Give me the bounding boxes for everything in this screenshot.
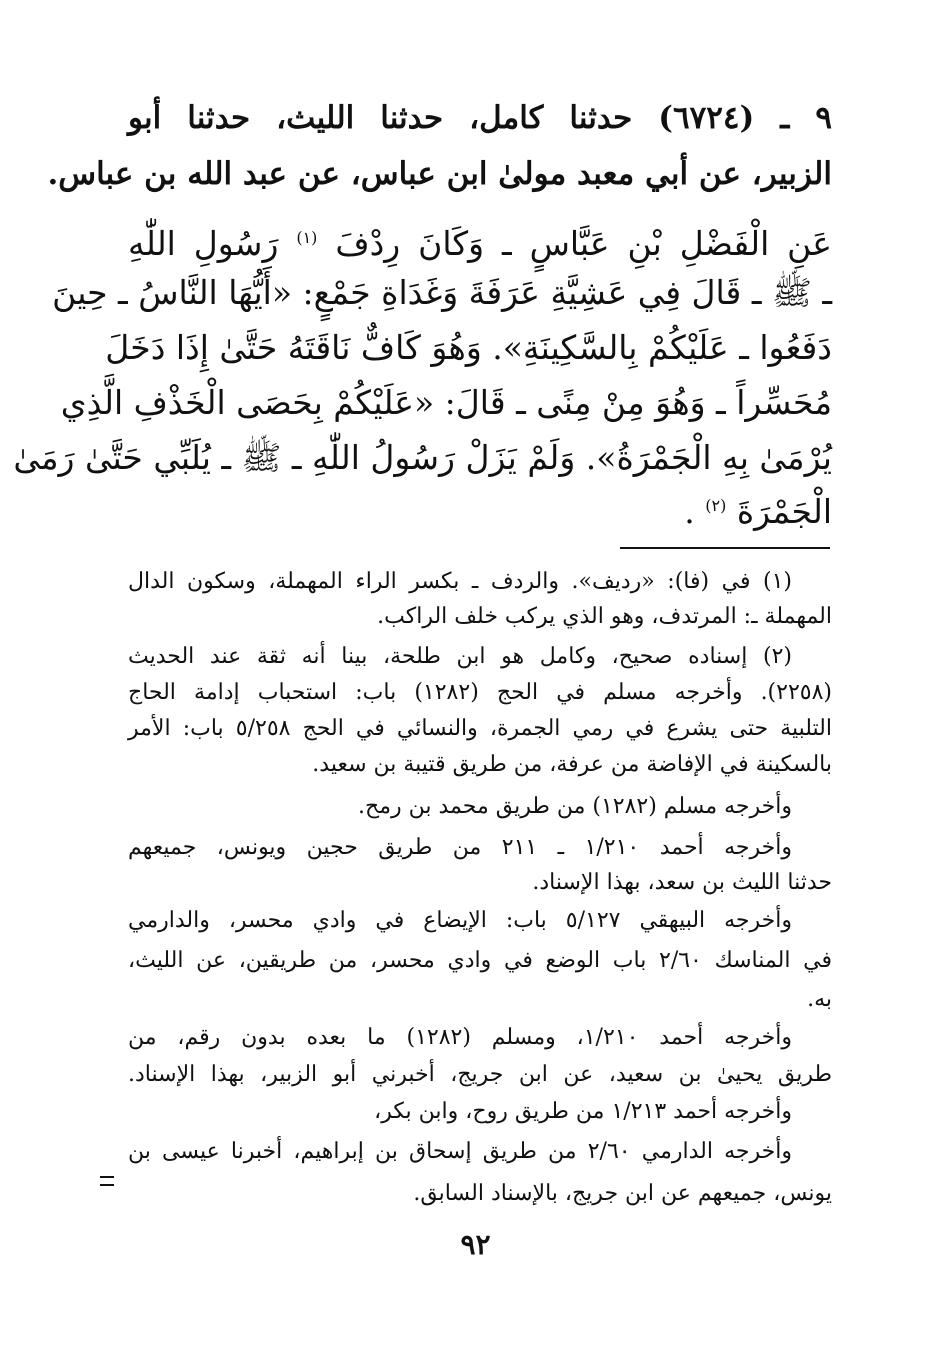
- footnote-ref-1: (١): [296, 228, 318, 247]
- page-number: ٩٢: [460, 1228, 491, 1261]
- footnote-2-line-7: حدثنا الليث بن سعد، بهذا الإسناد.: [532, 870, 832, 895]
- matn-line-4: مُحَسِّراً ـ وَهُوَ مِنْ مِنًى ـ قَالَ: «عَلَيْكُمْ بِحَصَى الْخَذْفِ الَّذِي: [60, 383, 832, 422]
- footnote-1-line-2: المهملة ـ: المرتدف، وهو الذي يركب خلف الراكب.: [377, 604, 832, 629]
- matn-line-6: [128, 480, 832, 542]
- footnote-2-line-4: بالسكينة في الإفاضة من عرفة، من طريق قتيبة بن سعيد.: [312, 752, 832, 777]
- footnote-2-line-8: وأخرجه البيهقي ٥/١٢٧ باب: الإيضاع في وادي محسر، والدارمي: [128, 908, 792, 933]
- footnote-2-line-6: وأخرجه أحمد ١/٢١٠ ـ ٢١١ من طريق حجين ويونس، جميعهم: [128, 835, 792, 860]
- footnote-2-line-11: وأخرجه أحمد ١/٢١٠، ومسلم (١٢٨٢) ما بعده بدون رقم، من: [128, 1025, 792, 1050]
- matn-line-1-start: عَنِ الْفَضْلِ بْنِ عَبَّاسٍ ـ وَكَانَ رِدْفَ: [335, 224, 832, 263]
- matn-line-1: [128, 212, 832, 274]
- footnote-2-line-2: (٢٢٥٨). وأخرجه مسلم في الحج (١٢٨٢) باب: استحباب إدامة الحاج: [128, 680, 833, 705]
- matn-line-5: يُرْمَىٰ بِهِ الْجَمْرَةُ». وَلَمْ يَزَلْ رَسُولُ اللّٰهِ ـ ﷺ ـ يُلَبِّي حَتَّىٰ رَمَىٰ: [13, 438, 832, 477]
- footnote-2-line-14: وأخرجه الدارمي ٢/٦٠ من طريق إسحاق بن إبراهيم، أخبرنا عيسى بن: [128, 1139, 793, 1164]
- margin-mark: [100, 1176, 114, 1186]
- matn-line-6-text: الْجَمْرَةَ: [736, 492, 832, 531]
- hadith-heading-line-2: الزبير، عن أبي معبد مولىٰ ابن عباس، عن عبد الله بن عباس.: [47, 156, 832, 192]
- footnote-2-line-1: (٢) إسناده صحيح، وكامل هو ابن طلحة، بينا أنه ثقة عند الحديث: [128, 644, 792, 669]
- footnote-2-line-15: يونس، جميعهم عن ابن جريج، بالإسناد السابق.: [413, 1181, 832, 1206]
- footnote-separator: [620, 547, 830, 549]
- matn-line-1-end: رَسُولِ اللّٰهِ: [128, 224, 279, 263]
- footnote-2-line-13: وأخرجه أحمد ١/٢١٣ من طريق روح، وابن بكر،: [374, 1099, 792, 1124]
- matn-line-6-period: .: [684, 492, 695, 531]
- footnote-2-line-10: به.: [807, 987, 832, 1012]
- footnote-1-line-1: (١) في (فا): «رديف». والردف ـ بكسر الراء المهملة، وسكون الدال: [128, 569, 792, 594]
- hadith-heading-line-1: ٩ ـ (٦٧٢٤) حدثنا كامل، حدثنا الليث، حدثنا أبو: [128, 100, 832, 136]
- footnote-2-line-12: طريق يحيىٰ بن سعيد، عن ابن جريج، أخبرني أبو الزبير، بهذا الإسناد.: [128, 1062, 832, 1087]
- matn-line-3: دَفَعُوا ـ عَلَيْكُمْ بِالسَّكِينَةِ». وَهُوَ كَافٌّ نَاقَتَهُ حَتَّىٰ إِذَا دَخَلَ: [105, 328, 832, 367]
- footnote-2-line-3: التلبية حتى يشرع في رمي الجمرة، والنسائي في الحج ٥/٢٥٨ باب: الأمر: [128, 716, 832, 741]
- footnote-2-line-5: وأخرجه مسلم (١٢٨٢) من طريق محمد بن رمح.: [358, 794, 792, 819]
- footnote-2-line-9: في المناسك ٢/٦٠ باب الوضع في وادي محسر، من طريقين، عن الليث،: [128, 948, 832, 973]
- matn-line-2: ـ ﷺ ـ قَالَ فِي عَشِيَّةِ عَرَفَةَ وَغَدَاةِ جَمْعٍ: «أَيُّهَا النَّاسُ ـ حِينَ: [52, 273, 832, 312]
- footnote-ref-2: (٢): [705, 496, 727, 515]
